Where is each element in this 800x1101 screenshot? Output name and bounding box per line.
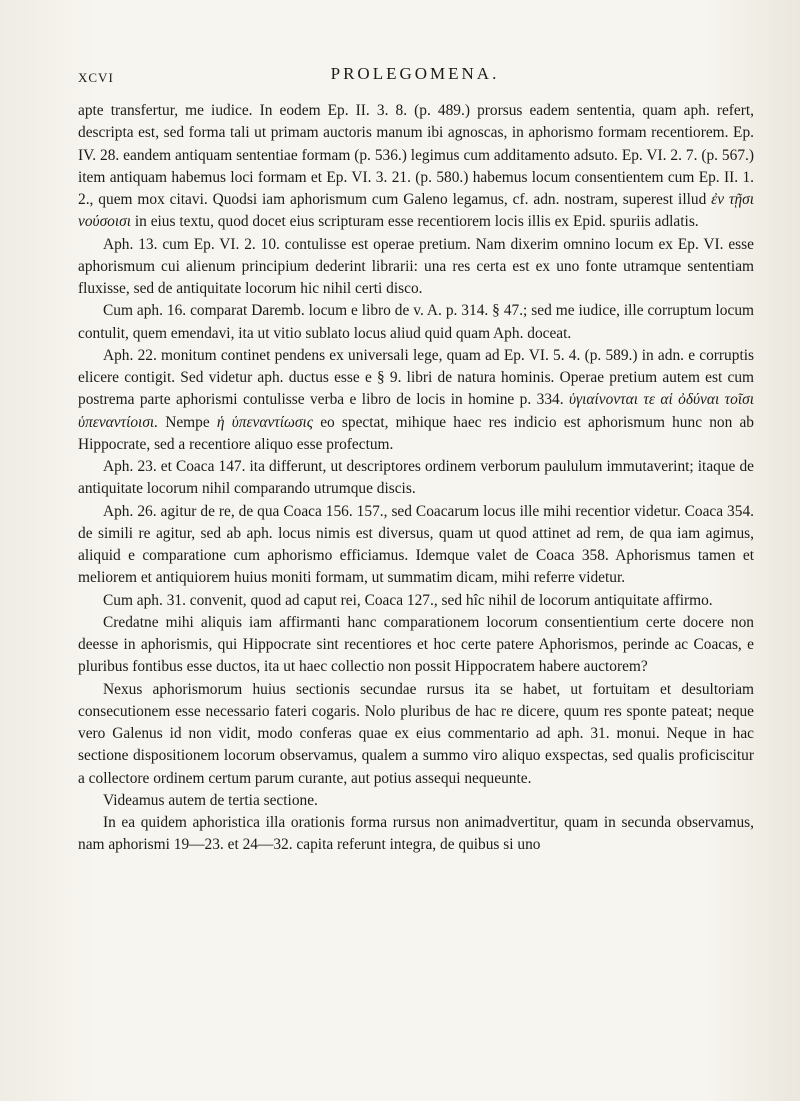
running-title: PROLEGOMENA. xyxy=(330,64,500,83)
text-run: In ea quidem aphoristica illa orationis forma rursus non animadvertitur, quam in secunda observamus, nam aphorismi 19—23. et 24—32. capita referunt integra, de quibus si uno xyxy=(78,814,754,854)
paragraph xyxy=(78,300,754,345)
paragraph xyxy=(78,590,754,612)
text-run: Videamus autem de tertia sectione. xyxy=(103,791,318,809)
text-run: Nempe xyxy=(158,413,217,431)
body-text xyxy=(78,100,754,857)
text-run: Aph. 22. monitum continet pendens ex universali lege, quam ad Ep. VI. 5. 4. (p. 589.) in adn. e corruptis elicere contigit. Sed videtur aph. ductus esse e § 9. libri de natura hominis. Operae pretium autem est cum postrema parte aphorismi contulisse verba e libro de locis in homine p. 334. xyxy=(78,346,754,409)
paragraph xyxy=(78,501,754,590)
text-run: eo spectat, mihique haec res indicio est aphorismum hunc non ab Hippocrate, sed a recentiore aliquo esse profectum. xyxy=(78,413,754,453)
text-run: in eius textu, quod docet eius scripturam esse recentiorem locis illis ex Epid. spuriis adlatis. xyxy=(131,213,699,231)
text-run: Credatne mihi aliquis iam affirmanti hanc comparationem locorum consentientium certe docere non deesse in aphorismis, qui Hippocrate sint recentiores et hoc certe patere Aphorismos, perinde ac Coacas, e pluribus fontibus esse ductos, ita ut haec collectio non possit Hippocratem habere auctorem? xyxy=(78,613,754,676)
text-run: apte transfertur, me iudice. In eodem Ep. II. 3. 8. (p. 489.) prorsus eadem sententia, quam aph. refert, descripta est, sed forma tali ut primam auctoris manum ibi agnoscas, in aphorismo formam recentiorem. Ep. IV. 28. eandem antiquam sententiae formam (p. 536.) legimus cum additamento adsuto. Ep. VI. 2. 7. (p. 567.) item antiquam habemus loci formam et Ep. VI. 3. 21. (p. 580.) habemus locum consentientem cum Ep. II. 1. 2., quem mox citavi. Quodsi iam aphorismum cum Galeno legamus, cf. adn. nostram, superest illud xyxy=(78,102,754,208)
paragraph xyxy=(78,812,754,857)
text-run: Cum aph. 31. convenit, quod ad caput rei, Coaca 127., sed hîc nihil de locorum antiquitate affirmo. xyxy=(103,591,713,609)
paragraph xyxy=(78,345,754,456)
text-run: Cum aph. 16. comparat Daremb. locum e libro de v. A. p. 314. § 47.; sed me iudice, ille corruptum locum contulit, quem emendavi, ita ut vitio sublato locus aliud quid quam Aph. doceat. xyxy=(78,302,754,342)
paragraph xyxy=(78,790,754,812)
paragraph xyxy=(78,456,754,501)
paragraph xyxy=(78,234,754,301)
paragraph xyxy=(78,612,754,679)
paragraph xyxy=(78,100,754,234)
greek-quotation: ὑγιαίνονται τε αἱ ὀδύναι τοῖσι ὑπεναντίοισι. xyxy=(78,391,754,431)
text-run: Aph. 23. et Coaca 147. ita differunt, ut descriptores ordinem verborum paululum immutaverint; itaque de antiquitate locorum nihil comparando utrumque discis. xyxy=(78,458,754,498)
greek-quotation: ἐν τῇσι νούσοισι xyxy=(78,191,754,231)
text-run: Nexus aphorismorum huius sectionis secundae rursus ita se habet, ut fortuitam et desultoriam consecutionem esse necessario fateri cogaris. Nolo pluribus de hac re dicere, quum res sponte pateat; neque vero Galenus id non vidit, modo conferas quae ex eius commentario ad aph. 31. monui. Neque in hac sectione dispositionem locorum observamus, qualem a summo viro aliquo exspectas, sed qualis proficiscitur a collectore ordinem certum parum curante, aut potius assequi nequeunte. xyxy=(78,680,754,787)
page-number: XCVI xyxy=(78,70,114,85)
running-head xyxy=(78,64,752,88)
paragraph xyxy=(78,679,754,790)
greek-quotation: ἡ ὑπεναντίωσις xyxy=(216,413,314,431)
text-run: Aph. 13. cum Ep. VI. 2. 10. contulisse est operae pretium. Nam dixerim omnino locum ex Ep. VI. esse aphorismum cui alienum principium dederint librarii: una res certa est ex uno fonte utramque sententiam fluxisse, sed de antiquitate locorum hic nihil certi disco. xyxy=(78,235,754,297)
text-run: Aph. 26. agitur de re, de qua Coaca 156. 157., sed Coacarum locus ille mihi recentior videtur. Coaca 354. de simili re agitur, sed ab aph. locus nimis est diversus, quam ut quod attinet ad rem, de qua iam agimus, aliquid e comparatione cum aphorismo efficiamus. Idemque valet de Coaca 358. Aphorismus tamen et meliorem et antiquiorem huius moniti formam, ut summatim dicam, mihi referre videtur. xyxy=(78,502,754,587)
